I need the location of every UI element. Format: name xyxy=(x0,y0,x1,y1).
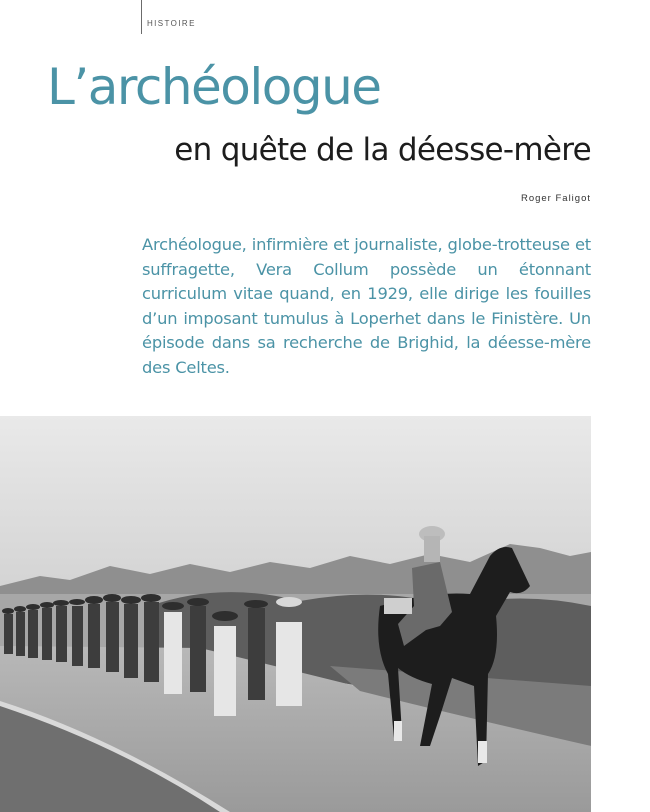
article-title: L’archéologue xyxy=(47,58,381,116)
rubric-divider xyxy=(141,0,142,34)
procession-photo-image xyxy=(0,416,591,812)
article-subtitle: en quête de la déesse-mère xyxy=(174,132,591,168)
article-intro: Archéologue, infirmière et journaliste, globe-trotteuse et suffragette, Vera Collum possède un étonnant curriculum vitae quand, en 1929, elle dirige les fouilles d’un imposant tumulus à Loperhet dans le Finistère. Un épisode dans sa recherche de Brighid, la déesse-mère des Celtes. xyxy=(142,235,591,377)
section-rubric: HISTOIRE xyxy=(147,19,196,28)
article-photo xyxy=(0,416,591,812)
article-author: Roger Faligot xyxy=(520,193,591,204)
